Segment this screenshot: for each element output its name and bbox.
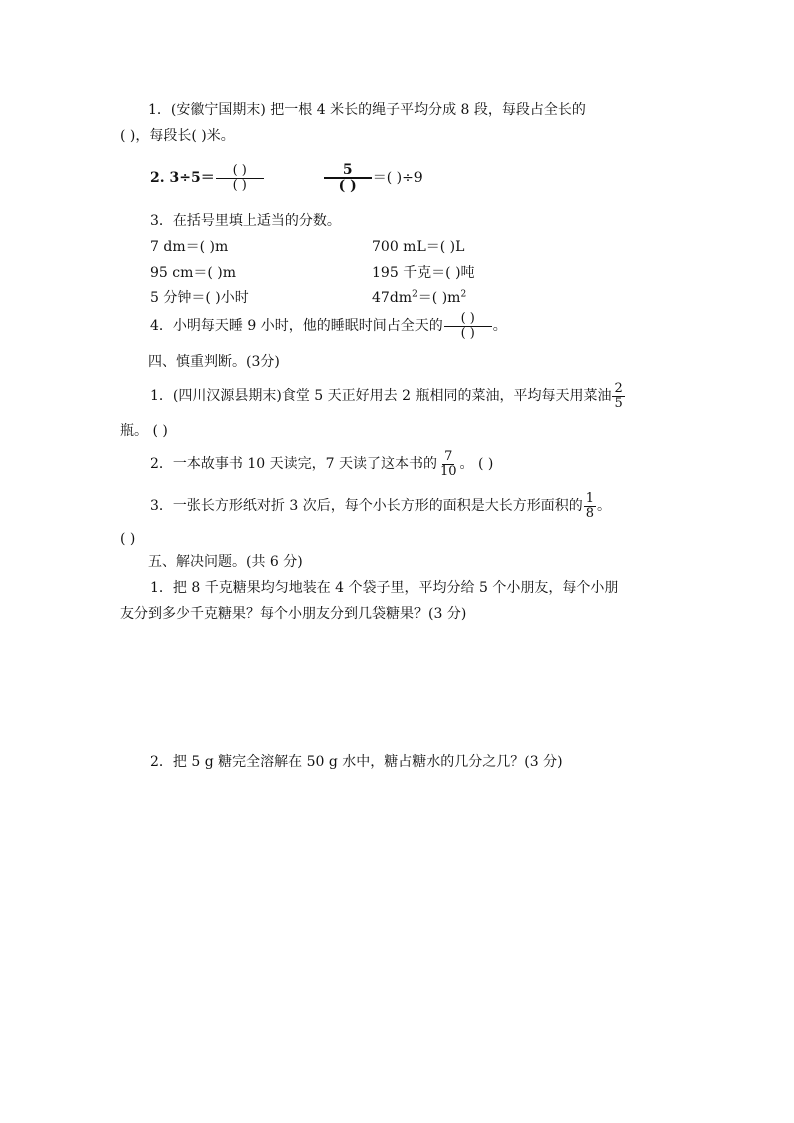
j2-text: 2．一本故事书 10 天读完，7 天读了这本书的 <box>150 456 437 472</box>
j3-fraction <box>584 492 596 521</box>
j2-fraction <box>438 450 459 479</box>
q2-frac2-den: ( ) <box>338 178 357 194</box>
p1-line2: 友分到多少千克糖果？每个小朋友分到几袋糖果？(3 分) <box>120 606 467 622</box>
j1-line1: 1．(四川汉源县期末)食堂 5 天正好用去 2 瓶相同的菜油，平均每天用菜油 <box>150 388 612 404</box>
j2-end: 。 ( ) <box>459 456 494 472</box>
q3-item-a: 7 dm＝( )m <box>150 239 229 255</box>
q3-title: 3．在括号里填上适当的分数。 <box>150 213 341 229</box>
q2-suffix: ＝( )÷9 <box>372 170 423 186</box>
q4-text: 4．小明每天睡 9 小时，他的睡眠时间占全天的 <box>150 318 443 334</box>
q3-item-b: 700 mL＝( )L <box>372 239 465 255</box>
j3-row <box>150 488 611 524</box>
q4-row <box>150 308 507 344</box>
q1-line2: ( )，每段长( )米。 <box>120 128 235 144</box>
j1-den: 5 <box>614 395 623 411</box>
j3-end: 。 <box>597 498 611 514</box>
q2-frac1-num: ( ) <box>216 164 264 179</box>
q2-frac2-num: 5 <box>324 163 372 179</box>
q4-num: ( ) <box>444 312 492 327</box>
q3-item-c: 95 cm＝( )m <box>150 265 237 281</box>
q4-fraction <box>444 312 492 341</box>
q2-fraction-2 <box>324 163 372 193</box>
j2-num: 7 <box>444 448 453 464</box>
j2-row <box>150 446 493 482</box>
q1-line1: 1．(安徽宁国期末) 把一根 4 米长的绳子平均分成 8 段，每段占全长的 <box>148 102 586 118</box>
p2-text: 2．把 5 g 糖完全溶解在 50 g 水中，糖占糖水的几分之几？(3 分) <box>150 754 563 770</box>
q3-f-sup1: 2 <box>412 289 418 300</box>
j1-fraction <box>612 382 624 411</box>
q3-item-e: 5 分钟＝( )小时 <box>150 290 249 306</box>
q4-end: 。 <box>492 318 507 334</box>
q3-item-f <box>372 289 466 307</box>
p1-line1: 1．把 8 千克糖果均匀地装在 4 个袋子里，平均分给 5 个小朋友，每个小朋 <box>150 580 619 596</box>
j2-den: 10 <box>439 463 457 479</box>
j1-row <box>150 378 626 414</box>
q3-item-d: 195 千克＝( )吨 <box>372 265 475 281</box>
j1-line2: 瓶。 ( ) <box>120 423 168 439</box>
section5-title: 五、解决问题。(共 6 分) <box>148 554 303 570</box>
q2-row <box>150 158 423 198</box>
q3-f-sup2: 2 <box>460 289 467 300</box>
j3-text: 3．一张长方形纸对折 3 次后，每个小长方形的面积是大长方形面积的 <box>150 498 583 514</box>
q2-frac1-den: ( ) <box>232 177 247 193</box>
j3-den: 8 <box>585 505 594 521</box>
q4-den: ( ) <box>460 325 475 341</box>
q3-f-mid: ＝( )m <box>417 290 461 306</box>
j3-line2: ( ) <box>120 531 136 547</box>
j3-num: 1 <box>585 490 594 506</box>
q3-f-pre: 47dm <box>372 290 413 306</box>
j1-num: 2 <box>614 380 623 396</box>
q2-prefix: 2. 3÷5＝ <box>150 170 215 186</box>
section4-title: 四、慎重判断。(3分) <box>148 354 280 370</box>
q2-fraction-1 <box>216 164 264 193</box>
